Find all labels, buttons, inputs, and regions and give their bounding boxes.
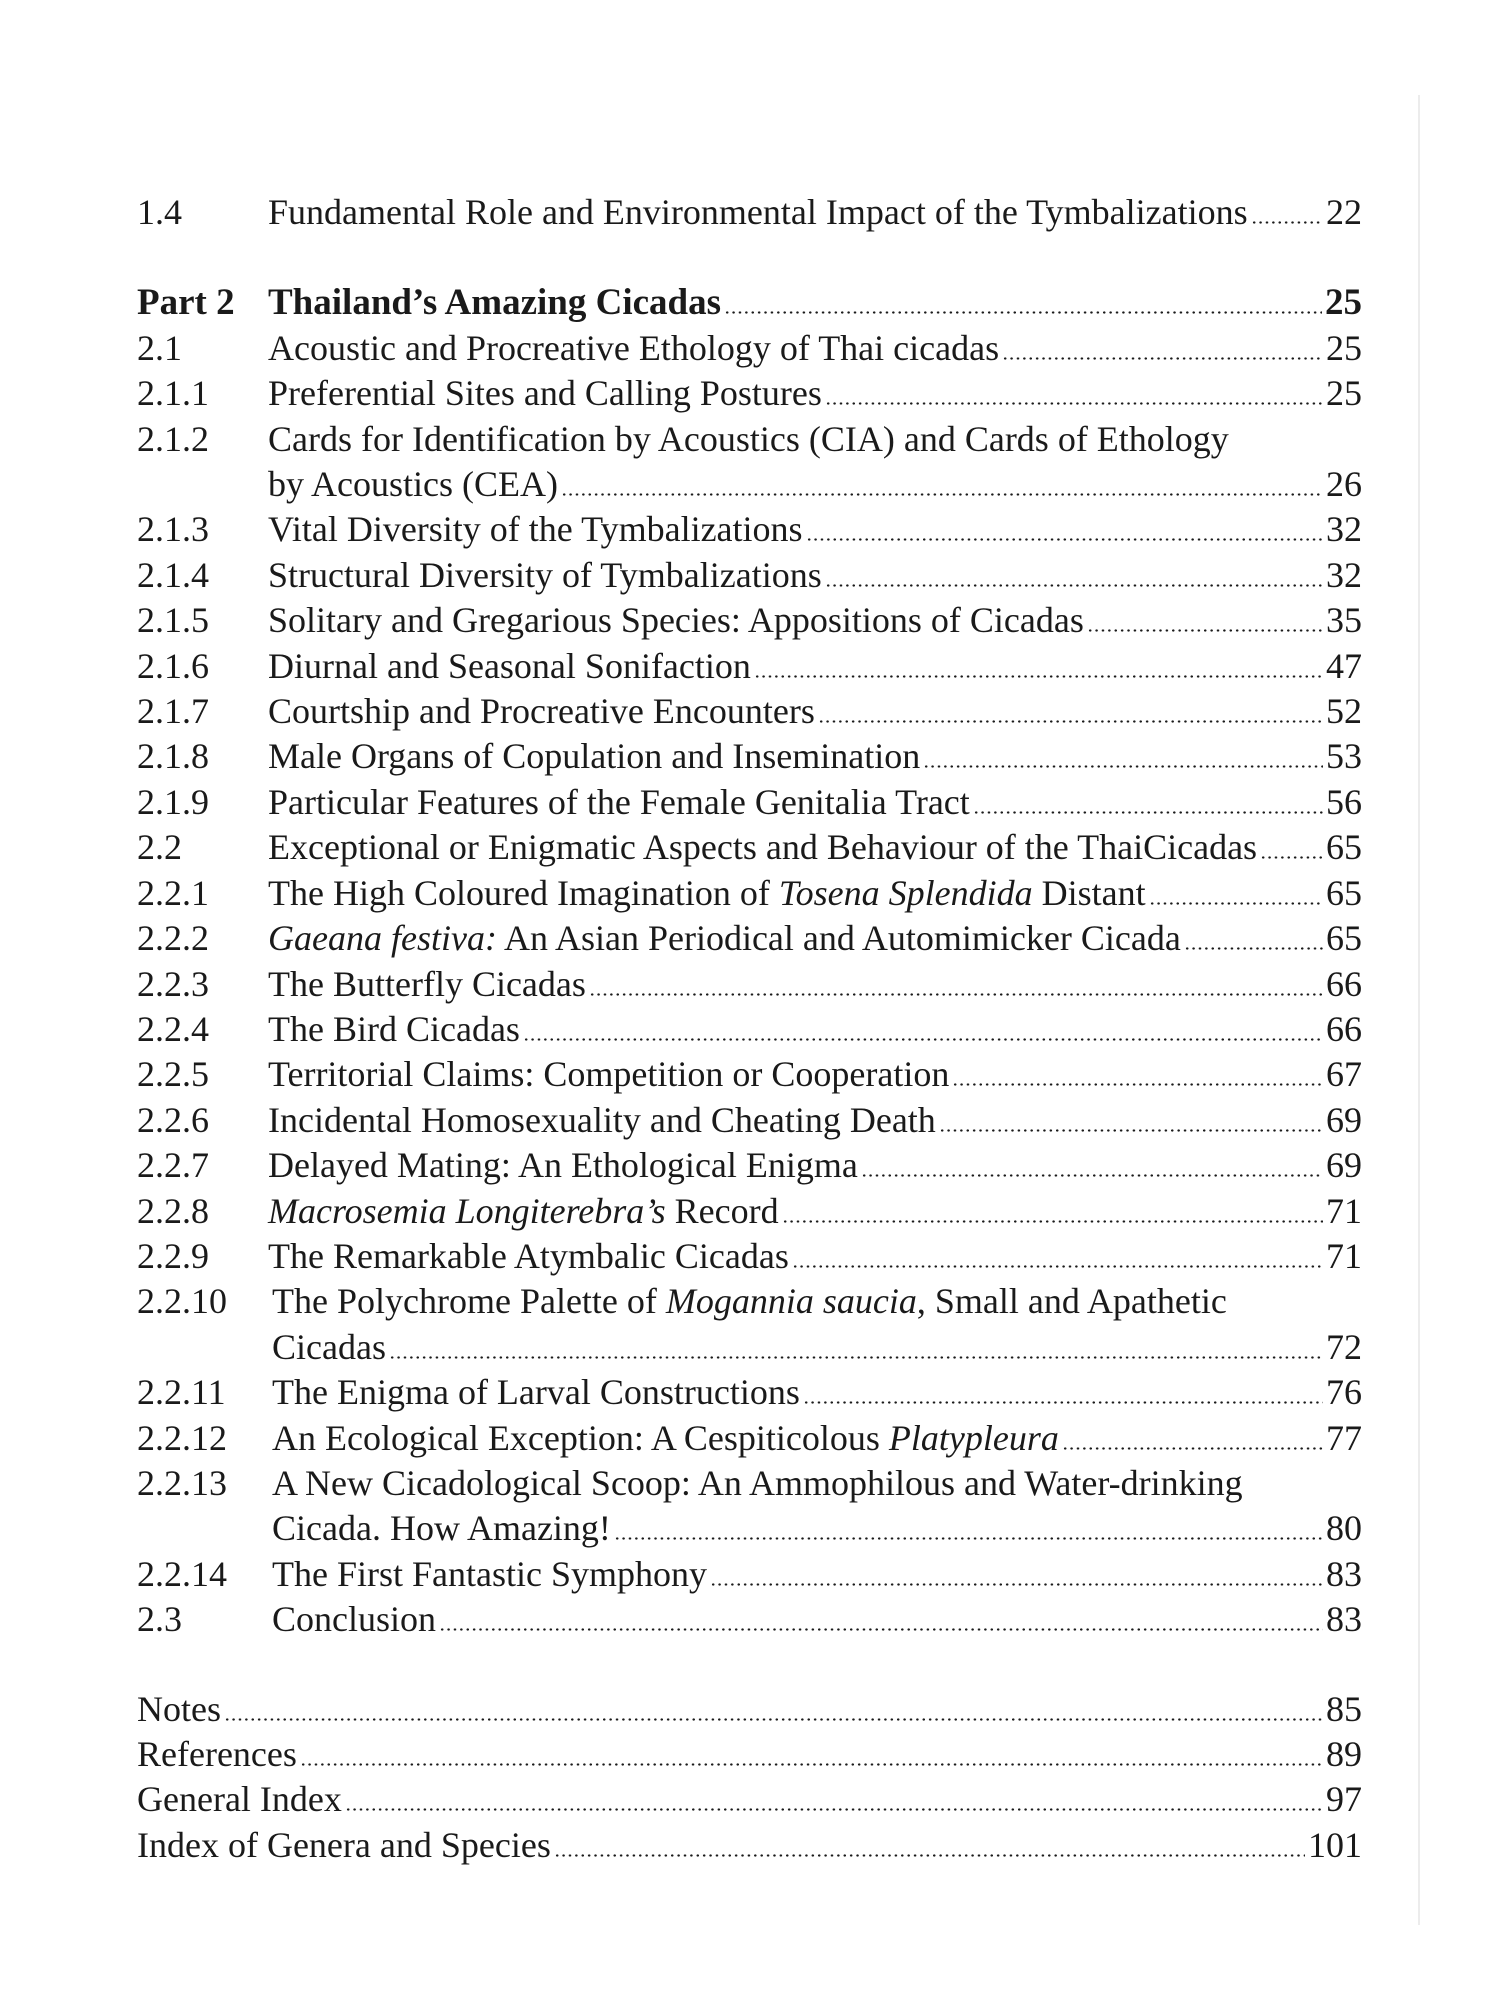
- section-number: 2.2.8: [137, 1190, 209, 1231]
- toc-entry[interactable]: [137, 371, 1362, 416]
- page-number: 35: [1326, 600, 1362, 641]
- toc-entry[interactable]: [137, 1416, 1362, 1461]
- toc-part-heading[interactable]: [137, 280, 1362, 325]
- dot-leader: [589, 993, 1323, 996]
- page-number: 83: [1326, 1599, 1362, 1640]
- section-title: Acoustic and Procreative Ethology of Thai cicadas: [268, 327, 1000, 368]
- section-title: Exceptional or Enigmatic Aspects and Behaviour of the ThaiCicadas: [268, 827, 1258, 868]
- toc-entry[interactable]: [137, 644, 1362, 689]
- section-number: 2.1.3: [137, 509, 209, 550]
- dot-leader: [614, 1537, 1323, 1540]
- page-number: 69: [1326, 1145, 1362, 1186]
- toc-backmatter-references[interactable]: [137, 1732, 1362, 1777]
- toc-entry[interactable]: [137, 962, 1362, 1007]
- toc-entry[interactable]: [137, 1098, 1362, 1143]
- toc-entry[interactable]: [137, 871, 1362, 916]
- dot-leader: [923, 765, 1323, 768]
- section-title: Courtship and Procreative Encounters: [268, 691, 815, 732]
- section-number: 2.2: [137, 827, 182, 868]
- page-number: 66: [1326, 963, 1362, 1004]
- section-number: 2.2.10: [137, 1281, 227, 1322]
- toc-entry[interactable]: [137, 417, 1362, 508]
- dot-leader: [861, 1174, 1323, 1177]
- page-number: 32: [1326, 554, 1362, 595]
- dot-leader: [792, 1265, 1323, 1268]
- section-title: The First Fantastic Symphony: [272, 1553, 707, 1594]
- dot-leader: [1149, 902, 1323, 905]
- dot-leader: [523, 1038, 1323, 1041]
- page-number: 56: [1326, 781, 1362, 822]
- toc-entry[interactable]: [137, 1234, 1362, 1279]
- page-number: 53: [1326, 736, 1362, 777]
- section-title: Delayed Mating: An Ethological Enigma: [268, 1145, 858, 1186]
- dot-leader: [1087, 629, 1323, 632]
- section-title: Territorial Claims: Competition or Cooperation: [268, 1054, 950, 1095]
- section-title-line-1: Cards for Identification by Acoustics (CIA) and Cards of Ethology: [268, 418, 1229, 459]
- toc-backmatter-general-index[interactable]: [137, 1777, 1362, 1822]
- page-number: 22: [1326, 192, 1362, 232]
- section-number: 2.2.2: [137, 918, 209, 959]
- section-number: 2.2.13: [137, 1462, 227, 1503]
- part-title: Thailand’s Amazing Cicadas: [268, 282, 721, 324]
- species-name: Tosena Splendida: [778, 872, 1033, 913]
- section-title: Macrosemia Longiterebra’s Record: [268, 1190, 779, 1231]
- toc-entry[interactable]: [137, 1143, 1362, 1188]
- dot-leader: [806, 538, 1323, 541]
- dot-leader: [1260, 856, 1323, 859]
- dot-leader: [1062, 1447, 1323, 1450]
- section-number: 2.1.5: [137, 600, 209, 641]
- dot-leader: [818, 720, 1323, 723]
- page-number: 25: [1326, 327, 1362, 368]
- section-title: The Remarkable Atymbalic Cicadas: [268, 1235, 789, 1276]
- page-number: 89: [1326, 1734, 1362, 1774]
- dot-leader: [803, 1401, 1323, 1404]
- page-number: 25: [1325, 282, 1362, 324]
- page-number: 69: [1326, 1099, 1362, 1140]
- dot-leader: [973, 811, 1323, 814]
- page-number: 66: [1326, 1008, 1362, 1049]
- section-title-line-2: Cicadas: [272, 1326, 386, 1367]
- dot-leader: [439, 1628, 1323, 1631]
- toc-entry[interactable]: [137, 1052, 1362, 1097]
- toc-entry[interactable]: [137, 1370, 1362, 1415]
- dot-leader: [825, 402, 1323, 405]
- section-title: Diurnal and Seasonal Sonifaction: [268, 645, 751, 686]
- section-title: Structural Diversity of Tymbalizations: [268, 554, 822, 595]
- dot-leader: [782, 1220, 1323, 1223]
- species-name: Platypleura: [888, 1417, 1059, 1458]
- toc-entry[interactable]: [137, 916, 1362, 961]
- dot-leader: [224, 1718, 1323, 1721]
- dot-leader: [939, 1129, 1323, 1132]
- dot-leader: [1251, 221, 1323, 224]
- page-number: 72: [1326, 1326, 1362, 1367]
- section-title: The Bird Cicadas: [268, 1008, 520, 1049]
- backmatter-title: Index of Genera and Species: [137, 1824, 551, 1865]
- section-title: Fundamental Role and Environmental Impact of the Tymbalizations: [268, 192, 1248, 232]
- page-number: 65: [1326, 827, 1362, 868]
- section-number: 2.3: [137, 1599, 182, 1640]
- page-number: 97: [1326, 1779, 1362, 1820]
- toc-entry[interactable]: [137, 1189, 1362, 1234]
- page-number: 32: [1326, 509, 1362, 550]
- section-title: Conclusion: [272, 1599, 437, 1640]
- section-title: Vital Diversity of the Tymbalizations: [268, 509, 803, 550]
- dot-leader: [952, 1083, 1323, 1086]
- page-number: 47: [1326, 645, 1362, 686]
- page-number: 65: [1326, 872, 1362, 913]
- toc-entry[interactable]: [137, 507, 1362, 552]
- species-name: Mogannia saucia: [665, 1281, 917, 1322]
- section-title: An Ecological Exception: A Cespiticolous Platypleura: [272, 1417, 1059, 1458]
- backmatter-title: Notes: [137, 1688, 221, 1729]
- section-title: Solitary and Gregarious Species: Appositions of Cicadas: [268, 600, 1084, 641]
- toc-entry[interactable]: [137, 780, 1362, 825]
- section-number: 2.2.14: [137, 1553, 227, 1594]
- toc-entry[interactable]: [137, 1007, 1362, 1052]
- section-title-line-2: by Acoustics (CEA): [268, 464, 558, 505]
- section-title: Preferential Sites and Calling Postures: [268, 373, 822, 414]
- toc-entry[interactable]: [137, 1461, 1362, 1552]
- dot-leader: [1002, 357, 1323, 360]
- section-number: 2.1.9: [137, 781, 209, 822]
- section-title: Particular Features of the Female Genitalia Tract: [268, 781, 970, 822]
- backmatter-title: References: [137, 1734, 297, 1774]
- section-number: 2.2.7: [137, 1145, 209, 1186]
- page-number: 52: [1326, 691, 1362, 732]
- toc-entry[interactable]: [137, 326, 1362, 371]
- dot-leader: [554, 1854, 1305, 1857]
- page-number: 67: [1326, 1054, 1362, 1095]
- dot-leader: [345, 1808, 1323, 1811]
- toc-backmatter-species-index[interactable]: [137, 1823, 1362, 1868]
- page-number: 80: [1326, 1508, 1362, 1549]
- toc-entry[interactable]: [137, 190, 1362, 235]
- section-number: 2.2.5: [137, 1054, 209, 1095]
- table-of-contents: [137, 190, 1362, 1868]
- section-number: 2.1.2: [137, 418, 209, 459]
- section-number: 2.1.4: [137, 554, 209, 595]
- section-number: 2.2.9: [137, 1235, 209, 1276]
- page-number: 83: [1326, 1553, 1362, 1594]
- toc-entry[interactable]: [137, 1552, 1362, 1597]
- page-number: 101: [1308, 1824, 1362, 1865]
- page-number: 76: [1326, 1372, 1362, 1413]
- section-title: The Enigma of Larval Constructions: [272, 1372, 800, 1413]
- dot-leader: [710, 1583, 1323, 1586]
- section-number: 2.1.1: [137, 373, 209, 414]
- spacer: [137, 235, 1362, 280]
- section-title-line-2: Cicada. How Amazing!: [272, 1508, 611, 1549]
- toc-backmatter-notes[interactable]: [137, 1687, 1362, 1732]
- part-number: Part 2: [137, 282, 235, 324]
- dot-leader: [561, 493, 1323, 496]
- toc-entry[interactable]: [137, 734, 1362, 779]
- page-number: 25: [1326, 373, 1362, 414]
- section-title-line-1: A New Cicadological Scoop: An Ammophilous and Water-drinking: [272, 1462, 1243, 1503]
- section-number: 2.2.4: [137, 1008, 209, 1049]
- toc-entry[interactable]: [137, 553, 1362, 598]
- spacer: [137, 1643, 1362, 1687]
- dot-leader: [389, 1356, 1323, 1359]
- toc-entry[interactable]: [137, 598, 1362, 643]
- section-title: The High Coloured Imagination of Tosena Splendida Distant: [268, 872, 1146, 913]
- section-title: Incidental Homosexuality and Cheating Death: [268, 1099, 936, 1140]
- section-number: 2.2.1: [137, 872, 209, 913]
- section-number: 2.1: [137, 327, 182, 368]
- section-title: The Butterfly Cicadas: [268, 963, 586, 1004]
- species-name: Macrosemia Longiterebra’s: [268, 1190, 666, 1231]
- page-number: 71: [1326, 1235, 1362, 1276]
- page-number: 85: [1326, 1688, 1362, 1729]
- dot-leader: [724, 311, 1322, 314]
- page-number: 71: [1326, 1190, 1362, 1231]
- dot-leader: [1184, 947, 1323, 950]
- page-number: 65: [1326, 918, 1362, 959]
- section-number: 2.1.6: [137, 645, 209, 686]
- page-number: 26: [1326, 464, 1362, 505]
- section-number: 1.4: [137, 192, 182, 232]
- section-number: 2.1.8: [137, 736, 209, 777]
- section-title-line-1: The Polychrome Palette of Mogannia saucia, Small and Apathetic: [272, 1281, 1227, 1322]
- section-number: 2.2.11: [137, 1372, 226, 1413]
- dot-leader: [825, 584, 1323, 587]
- section-number: 2.2.6: [137, 1099, 209, 1140]
- dot-leader: [300, 1763, 1323, 1766]
- section-number: 2.2.12: [137, 1417, 227, 1458]
- section-number: 2.1.7: [137, 691, 209, 732]
- dot-leader: [754, 675, 1323, 678]
- page-number: 77: [1326, 1417, 1362, 1458]
- section-title: Gaeana festiva: An Asian Periodical and Automimicker Cicada: [268, 918, 1181, 959]
- section-number: 2.2.3: [137, 963, 209, 1004]
- toc-entry[interactable]: [137, 1597, 1362, 1642]
- toc-entry[interactable]: [137, 1279, 1362, 1370]
- backmatter-title: General Index: [137, 1779, 342, 1820]
- toc-entry[interactable]: [137, 689, 1362, 734]
- section-title: Male Organs of Copulation and Insemination: [268, 736, 921, 777]
- toc-entry[interactable]: [137, 825, 1362, 870]
- species-name: Gaeana festiva:: [268, 918, 497, 959]
- page-edge-shadow: [1418, 95, 1420, 1925]
